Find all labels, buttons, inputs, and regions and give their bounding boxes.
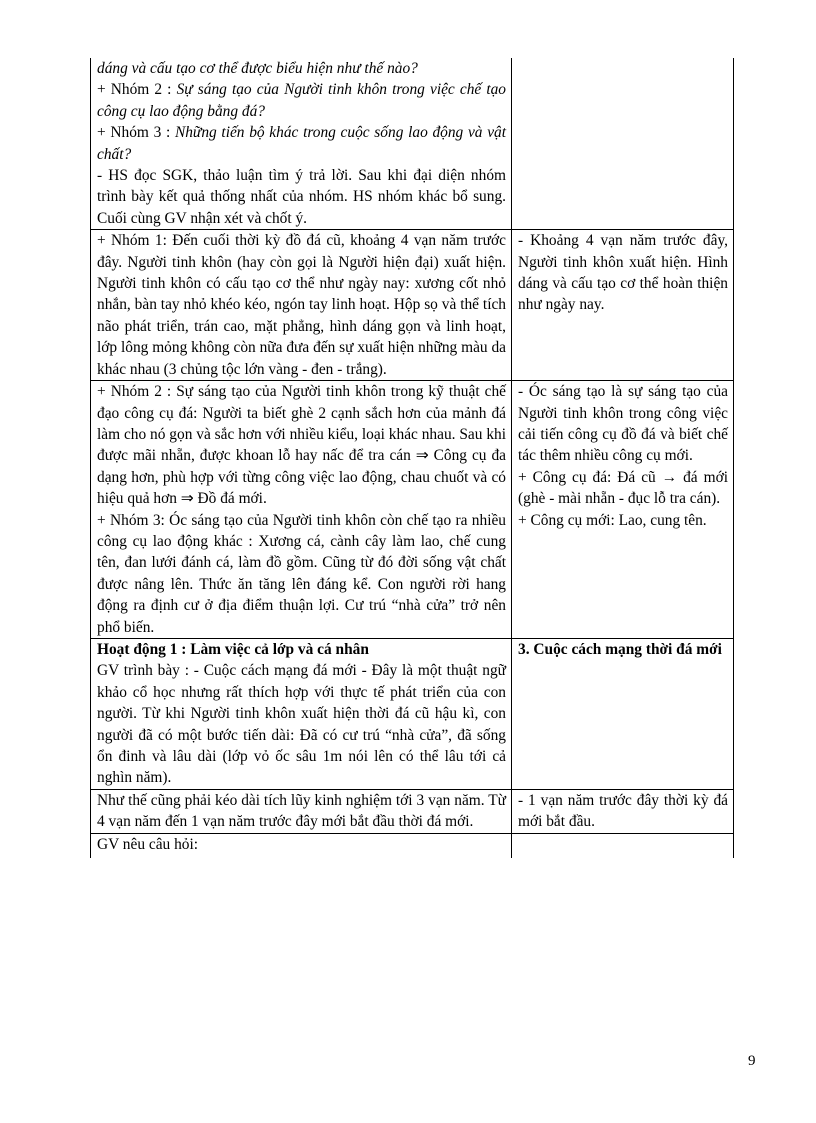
summary-neolithic-start: - 1 vạn năm trước đây thời kỳ đá mới bắt đầu. — [518, 791, 728, 831]
activity-heading: Hoạt động 1 : Làm việc cả lớp và cá nhân — [97, 640, 369, 658]
lesson-table — [90, 58, 734, 858]
summary-creativity: - Óc sáng tạo là sự sáng tạo của Người tinh khôn trong công việc cải tiến công cụ đồ đá và biết chế tác thêm nhiều công cụ mới. — [518, 383, 728, 465]
content-cell — [512, 833, 734, 858]
content-cell — [512, 638, 734, 789]
activity-cell — [91, 638, 512, 789]
activity-cell — [91, 833, 512, 858]
group-3-answer: + Nhóm 3: Óc sáng tạo của Người tinh khôn còn chế tạo ra nhiều công cụ lao động khác : Xương cá, cành cây làm lao, chế cung tên, đan lưới đánh cá, làm đồ gồm. Cũng từ đó đời sống vật chất được nâng lên. Thức ăn tăng lên đáng kể. Con người rời hang động ra định cư ở địa điểm thuận lợi. Cư trú “nhà cửa” trở nên phổ biến. — [97, 511, 506, 636]
group-1-answer: + Nhóm 1: Đến cuối thời kỳ đồ đá cũ, khoảng 4 vạn năm trước đây. Người tinh khôn (hay còn gọi là Người hiện đại) xuất hiện. Người tinh khôn có cấu tạo cơ thể như ngày nay: xương cốt nhỏ nhắn, bàn tay nhỏ khéo kéo, ngón tay linh hoạt. Hộp sọ và thể tích não phát triển, trán cao, mặt phẳng, hình dáng gọn và linh hoạt, lớp lông mỏng không còn nữa đưa đến sự xuất hiện những màu da khác nhau (3 chủng tộc lớn vàng - đen - trắng). — [97, 232, 506, 378]
teacher-question: GV nêu câu hỏi: — [97, 835, 199, 853]
group-1-question-continuation: dáng và cấu tạo cơ thể được biểu hiện như thế nào? — [97, 60, 418, 77]
page-number: 9 — [748, 1053, 756, 1069]
group-3-question: + Nhóm 3 : Những tiến bộ khác trong cuộc sống lao động và vật chất? — [97, 124, 506, 163]
activity-cell — [91, 789, 512, 833]
group-2-answer: + Nhóm 2 : Sự sáng tạo của Người tinh khôn trong kỹ thuật chế đạo công cụ đá: Người ta biết ghè 2 cạnh sắch hơn của mảnh đá làm cho nó gọn và sắc hơn với nhiều kiểu, loại khác nhau. Sau khi được mãi nhẵn, được khoan lỗ hay nấc để tra cán ⇒ Công cụ đa dạng hơn, phù hợp với từng công việc lao động, chau chuốt và có hiệu quả hơn ⇒ Đồ đá mới. — [97, 383, 506, 508]
activity-cell — [91, 381, 512, 639]
content-cell — [512, 381, 734, 639]
table-row — [91, 833, 734, 858]
content-cell — [512, 789, 734, 833]
teacher-presentation: GV trình bày : - Cuộc cách mạng đá mới - Đây là một thuật ngữ khảo cổ học nhưng rất thích hợp với thực tế phát triển của con người. Từ khi Người tinh khôn xuất hiện thời đá cũ hậu kì, con người đã có một bước tiến dài: Đã có cư trú “nhà cửa”, đã sống ổn đinh và lâu dài (lớp vỏ ốc sâu 1m nói lên có thể lâu tới cả nghìn năm). — [97, 662, 506, 787]
summary-homo-sapiens: - Khoảng 4 vạn năm trước đây, Người tinh khôn xuất hiện. Hình dáng và cấu tạo cơ thể hoàn thiện như ngày nay. — [518, 232, 728, 314]
instructions: - HS đọc SGK, thảo luận tìm ý trả lời. Sau khi đại diện nhóm trình bày kết quả thống nhất của nhóm. HS nhóm khác bổ sung. Cuối cùng GV nhận xét và chốt ý. — [97, 167, 506, 227]
table-row — [91, 230, 734, 381]
summary-stone-tools: + Công cụ đá: Đá cũ → đá mới (ghè - mài nhẵn - đục lỗ tra cán). — [518, 468, 728, 508]
summary-new-tools: + Công cụ mới: Lao, cung tên. — [518, 511, 707, 529]
content-cell — [512, 230, 734, 381]
section-heading: 3. Cuộc cách mạng thời đá mới — [518, 640, 722, 658]
experience-paragraph: Như thế cũng phải kéo dài tích lũy kinh nghiệm tới 3 vạn năm. Từ 4 vạn năm đến 1 vạn năm trước đây mới bắt đầu thời đá mới. — [97, 791, 506, 831]
table-row — [91, 381, 734, 639]
activity-cell — [91, 58, 512, 230]
table-row — [91, 789, 734, 833]
table-row — [91, 58, 734, 230]
content-cell — [512, 58, 734, 230]
table-row — [91, 638, 734, 789]
activity-cell — [91, 230, 512, 381]
group-2-question: + Nhóm 2 : Sự sáng tạo của Người tinh khôn trong việc chế tạo công cụ lao động bằng đá? — [97, 81, 506, 120]
